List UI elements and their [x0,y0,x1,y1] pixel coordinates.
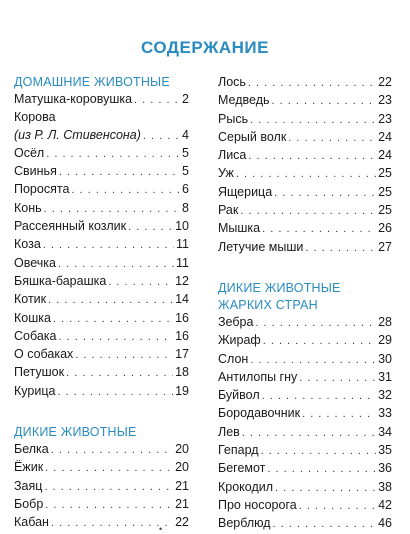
toc-list-wild [14,441,189,532]
leader-dots [48,292,173,309]
toc-entry[interactable] [218,165,392,183]
toc-entry-title: Лиса [218,148,247,163]
leader-dots [262,388,376,405]
leader-dots [273,516,377,533]
leader-dots [53,311,173,328]
toc-entry-title: Ёжик [14,460,44,475]
toc-entry-title: Бегемот [218,461,266,476]
toc-entry[interactable] [14,496,189,514]
toc-entry-title: Мышка [218,221,261,236]
toc-entry-title: Рак [218,203,239,218]
toc-entry[interactable] [14,145,189,163]
toc-entry-page: 30 [378,351,392,366]
leader-dots [240,203,376,220]
toc-entry-page: 42 [378,497,392,512]
toc-entry-page: 36 [378,461,392,476]
toc-column-left [14,74,189,533]
leader-dots [59,164,180,181]
leader-dots [43,237,174,254]
toc-entry-page: 25 [378,203,392,218]
toc-entry[interactable] [14,200,189,218]
toc-entry-title: Поросята [14,182,70,197]
toc-entry[interactable] [218,351,392,369]
leader-dots [134,92,180,109]
leader-dots [248,75,376,92]
toc-entry-page: 17 [175,347,189,362]
toc-entry-title: Лось [218,75,246,89]
toc-entry-page: 22 [378,75,392,89]
toc-entry-page: 5 [182,145,189,160]
leader-dots [51,515,173,532]
toc-entry-page: 28 [378,314,392,329]
page-dot-mark: • [159,524,163,534]
toc-entry-page: 5 [182,164,189,179]
toc-entry-title: Уж [218,166,234,181]
toc-entry[interactable] [14,478,189,496]
leader-dots [128,219,173,236]
toc-entry[interactable] [218,111,392,129]
leader-dots [305,240,376,257]
toc-entry-title: Петушок [14,365,65,380]
toc-entry-title: Собака [14,328,57,343]
toc-entry-page: 23 [378,111,392,126]
toc-entry[interactable] [14,459,189,477]
toc-entry[interactable] [14,163,189,181]
toc-entry-page: 12 [175,273,189,288]
toc-entry-title: Матушка-коровушка [14,92,133,106]
toc-entry-title: Верблюд [218,516,271,531]
toc-column-right [218,74,392,534]
leader-dots [262,221,376,238]
leader-dots [236,166,376,183]
toc-entry-page: 34 [378,424,392,439]
toc-entry[interactable] [218,184,392,202]
leader-dots [75,347,173,364]
toc-entry-title: Серый волк [218,129,287,144]
toc-entry[interactable] [218,515,392,533]
toc-entry-page: 38 [378,479,392,494]
toc-entry-page: 10 [175,219,189,234]
leader-dots [71,182,180,199]
toc-entry[interactable] [218,387,392,405]
toc-entry[interactable] [218,369,392,387]
toc-entry[interactable] [14,328,189,346]
leader-dots [263,333,376,350]
toc-entry-title: Лев [218,424,240,439]
section-heading-line: ДИКИЕ ЖИВОТНЫЕ [218,280,341,295]
toc-list-hot-countries [218,314,392,534]
toc-entry-title: О собаках [14,347,74,362]
toc-entry-page: 14 [175,292,189,307]
toc-entry-page: 2 [182,92,189,106]
toc-entry-page: 20 [175,442,189,457]
toc-entry-subtitle: (из Р. Л. Стивенсона) [14,127,141,142]
toc-entry-title: Ящерица [218,184,273,199]
toc-entry[interactable] [14,346,189,364]
toc-entry[interactable] [218,147,392,165]
leader-dots [66,365,173,382]
toc-entry-title: Рассеянный козлик [14,219,127,234]
toc-entry[interactable] [218,424,392,442]
leader-dots [45,497,173,514]
toc-entry-page: 4 [182,127,189,142]
toc-entry[interactable] [14,255,189,273]
toc-entry-page: 22 [175,515,189,530]
leader-dots [261,443,377,460]
toc-entry-title: Про носорога [218,497,297,512]
toc-entry-title: Белка [14,442,49,457]
toc-entry-multiline[interactable] [14,109,189,145]
toc-entry-title: Буйвол [218,388,260,403]
toc-entry[interactable] [218,405,392,423]
toc-entry-page: 21 [175,478,189,493]
toc-entry-page: 25 [378,166,392,181]
leader-dots [272,93,377,110]
toc-entry-page: 8 [182,200,189,215]
toc-entry-page: 16 [175,328,189,343]
toc-entry-title: Бяшка-барашка [14,273,107,288]
toc-entry[interactable] [14,514,189,532]
toc-entry-page: 6 [182,182,189,197]
toc-entry[interactable] [14,291,189,309]
toc-entry[interactable] [14,236,189,254]
leader-dots [299,498,376,515]
toc-entry-title: Антилопы гну [218,369,298,384]
leader-dots [242,425,376,442]
toc-entry-title: Зебра [218,314,254,329]
leader-dots [288,130,376,147]
toc-entry[interactable] [218,497,392,515]
toc-entry-page: 24 [378,129,392,144]
toc-entry-page: 11 [176,237,189,252]
toc-entry-page: 35 [378,443,392,458]
toc-entry-title: Крокодил [218,479,274,494]
section-heading-domestic: ДОМАШНИЕ ЖИВОТНЫЕ [14,75,170,89]
leader-dots [267,461,376,478]
toc-entry-page: 19 [175,383,189,398]
leader-dots [248,148,376,165]
toc-entry[interactable] [14,181,189,199]
section-heading-hot-countries [218,280,392,314]
leader-dots [59,329,174,346]
leader-dots [51,442,173,459]
leader-dots [57,384,173,401]
toc-entry-title: Жираф [218,333,261,348]
toc-entry-page: 21 [175,496,189,511]
toc-entry[interactable] [218,442,392,460]
toc-entry[interactable] [218,220,392,238]
toc-entry[interactable] [218,239,392,257]
toc-entry-title: Слон [218,351,249,366]
toc-entry-page: 24 [378,148,392,163]
leader-dots [44,201,180,218]
leader-dots [58,256,174,273]
toc-entry-page: 32 [378,388,392,403]
leader-dots [275,480,376,497]
toc-list-domestic [14,91,189,401]
toc-entry-title: Корова [14,110,56,125]
toc-entry-title: Свинья [14,164,57,179]
toc-entry-page: 11 [176,255,189,270]
page-title: СОДЕРЖАНИЕ [141,38,269,57]
toc-entry[interactable] [218,129,392,147]
toc-entry[interactable] [218,460,392,478]
toc-list-wild-continued [218,74,392,257]
toc-entry-page: 29 [378,333,392,348]
toc-entry[interactable] [218,92,392,110]
leader-dots [250,352,376,369]
toc-entry-title: Конь [14,200,42,215]
toc-entry-title: Рысь [218,111,249,126]
toc-entry-title: Летучие мыши [218,239,304,254]
toc-entry-title: Осёл [14,145,45,160]
toc-entry-page: 33 [378,406,392,421]
toc-entry-title: Медведь [218,93,270,108]
toc-entry-page: 23 [378,93,392,108]
toc-entry-title: Коза [14,237,41,252]
toc-entry[interactable] [14,441,189,459]
toc-entry-title: Бобр [14,496,44,511]
leader-dots [108,274,173,291]
toc-entry[interactable] [14,91,189,109]
toc-entry-page: 31 [378,369,392,384]
toc-entry-title: Котик [14,292,47,307]
leader-dots [274,185,376,202]
leader-dots [299,370,376,387]
toc-entry-page: 18 [175,365,189,380]
toc-entry-page: 46 [378,516,392,531]
toc-entry-page: 26 [378,221,392,236]
toc-entry-title: Гепард [218,443,259,458]
section-heading-wild: ДИКИЕ ЖИВОТНЫЕ [14,425,137,440]
toc-entry-page: 20 [175,460,189,475]
toc-entry[interactable] [14,218,189,236]
toc-entry[interactable] [218,332,392,350]
leader-dots [45,460,173,477]
toc-entry-title: Кошка [14,310,51,325]
toc-entry[interactable] [14,310,189,328]
leader-dots [250,112,376,129]
toc-entry[interactable] [218,314,392,332]
toc-entry-title: Бородавочник [218,406,301,421]
toc-entry-page: 25 [378,184,392,199]
toc-entry-title: Овечка [14,255,56,270]
toc-entry-title: Курица [14,383,56,398]
leader-dots [143,128,180,145]
leader-dots [255,315,376,332]
leader-dots [302,406,376,423]
toc-entry[interactable] [218,202,392,220]
toc-entry[interactable] [14,273,189,291]
toc-entry-title: Заяц [14,478,43,493]
section-heading-line: ЖАРКИХ СТРАН [218,297,318,312]
toc-entry[interactable] [218,74,392,92]
toc-entry[interactable] [14,383,189,401]
leader-dots [46,146,180,163]
toc-entry-page: 16 [175,310,189,325]
leader-dots [44,479,173,496]
toc-entry[interactable] [218,479,392,497]
toc-entry[interactable] [14,364,189,382]
toc-entry-title: Кабан [14,515,49,530]
toc-entry-page: 27 [378,239,392,254]
